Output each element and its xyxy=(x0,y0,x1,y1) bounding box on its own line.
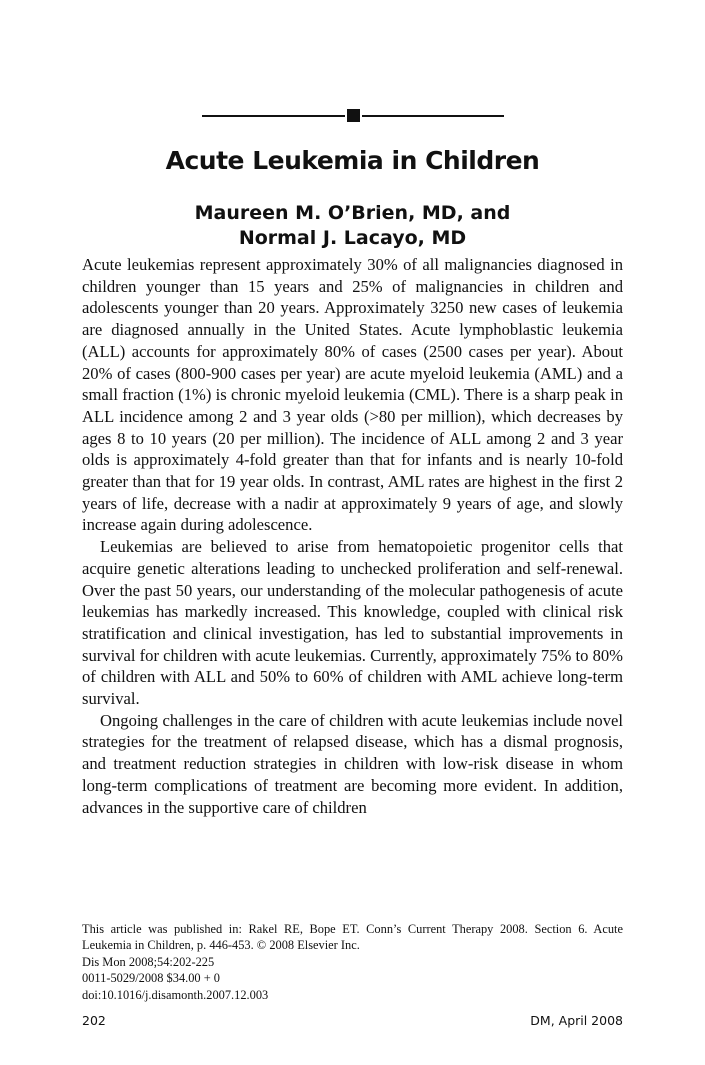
publication-footnote xyxy=(82,921,623,1003)
body-paragraph-3: Ongoing challenges in the care of children with acute leukemias include novel strategies for the treatment of relapsed disease, which has a dismal prognosis, and treatment reduction strategies in children with low-risk disease in whom long-term complications of treatment are becoming more evident. In addition, advances in the supportive care of children xyxy=(82,710,623,817)
body-paragraph-1: Acute leukemias represent approximately 30% of all malignancies diagnosed in children younger than 15 years and 25% of malignancies in children and adolescents younger than 20 years. Approximately 3250 new cases of leukemia are diagnosed annually in the United States. Acute lymphoblastic leukemia (ALL) accounts for approximately 80% of cases (2500 cases per year). About 20% of cases (800-900 cases per year) are acute myeloid leukemia (AML) and a small fraction (1%) is chronic myeloid leukemia (CML). There is a sharp peak in ALL incidence among 2 and 3 year olds (>80 per million), which decreases by ages 8 to 10 years (20 per million). The incidence of ALL among 2 and 3 year olds is approximately 4-fold greater than that for infants and is nearly 10-fold greater than that for 19 year olds. In contrast, AML rates are highest in the first 2 years of life, decrease with a nadir at approximately 9 years of age, and slowly increase again during adolescence. xyxy=(82,255,623,535)
article-authors xyxy=(0,201,705,251)
ornament-rule-right xyxy=(362,115,504,117)
authors-line-2: Normal J. Lacayo, MD xyxy=(238,227,467,249)
footnote-doi: doi:10.1016/j.disamonth.2007.12.003 xyxy=(82,987,269,1002)
footnote-citation: Dis Mon 2008;54:202-225 xyxy=(82,954,215,969)
ornament-rule-left xyxy=(202,115,345,117)
authors-line-1: Maureen M. O’Brien, MD, and xyxy=(194,202,511,224)
page-number: 202 xyxy=(82,1013,106,1028)
running-footer-journal: DM, April 2008 xyxy=(530,1013,623,1028)
body-paragraph-2: Leukemias are believed to arise from hematopoietic progenitor cells that acquire genetic alterations leading to unchecked proliferation and self-renewal. Over the past 50 years, our understanding of the molecular pathogenesis of acute leukemias has markedly increased. This knowledge, coupled with clinical risk stratification and clinical investigation, has led to substantial improvements in survival for children with acute leukemias. Currently, approximately 75% to 80% of children with ALL and 50% to 60% of children with AML achieve long-term survival. xyxy=(82,537,623,709)
footnote-issn-price: 0011-5029/2008 $34.00 + 0 xyxy=(82,971,221,986)
ornament-square-icon xyxy=(347,109,360,122)
footnote-source: This article was published in: Rakel RE, Bope ET. Conn’s Current Therapy 2008. Section 6. Acute Leukemia in Children, p. 446-453. © 2008 Elsevier Inc. xyxy=(82,922,623,953)
article-body xyxy=(82,254,623,818)
article-title: Acute Leukemia in Children xyxy=(165,146,540,175)
title-ornament xyxy=(202,107,504,121)
